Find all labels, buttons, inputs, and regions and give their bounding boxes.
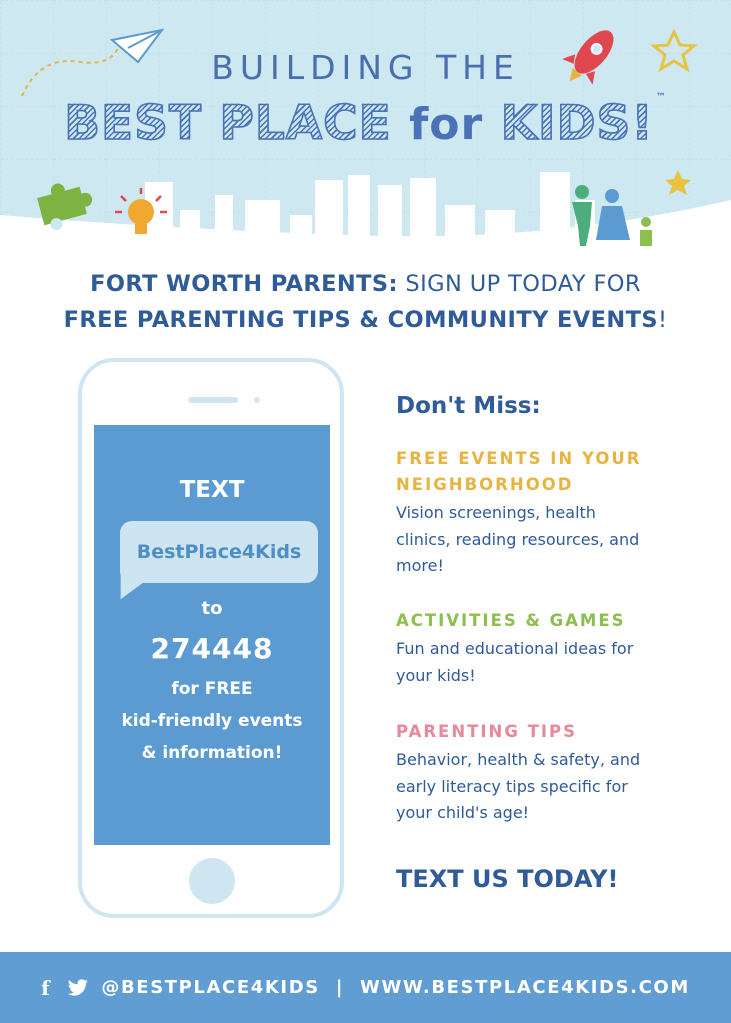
dont-miss-heading: Don't Miss: <box>396 393 541 419</box>
category-desc-activities: Fun and educational ideas for your kids! <box>396 639 634 685</box>
headline-rest-1: SIGN UP TODAY FOR <box>397 271 641 297</box>
category-title-free-events: FREE EVENTS IN YOUR NEIGHBORHOOD <box>396 449 642 494</box>
headline-line-1 <box>0 271 731 297</box>
twitter-icon[interactable] <box>67 979 89 997</box>
short-code-number: 274448 <box>150 632 274 665</box>
title-line-1: BUILDING THE <box>211 48 520 87</box>
category-title-parenting-tips: PARENTING TIPS <box>396 722 577 741</box>
call-to-action: TEXT US TODAY! <box>396 865 619 893</box>
headline-bold-2: FREE PARENTING TIPS & COMMUNITY EVENTS <box>63 307 658 333</box>
social-handle[interactable]: @BESTPLACE4KIDS <box>101 977 320 998</box>
phone-speaker <box>188 397 238 403</box>
category-title-activities: ACTIVITIES & GAMES <box>396 611 626 630</box>
info-line-1: for FREE <box>171 679 253 699</box>
facebook-icon[interactable]: f <box>41 975 52 1000</box>
title-best-place: BEST PLACE <box>64 96 392 151</box>
message-bubble <box>120 521 318 583</box>
headline-line-2 <box>0 307 731 333</box>
title-kids: KIDS! <box>500 96 654 151</box>
footer-bar <box>0 952 731 1023</box>
keyword-label: BestPlace4Kids <box>136 541 302 563</box>
info-line-2: kid-friendly events <box>121 711 303 731</box>
phone-illustration <box>78 358 344 918</box>
title-for: for <box>409 99 484 150</box>
headline-bold-1: FORT WORTH PARENTS: <box>90 271 398 297</box>
phone-camera <box>254 397 260 403</box>
footer-separator: | <box>335 977 344 998</box>
text-label: TEXT <box>179 477 245 503</box>
header-banner <box>0 0 731 262</box>
category-desc-free-events: Vision screenings, health clinics, reading resources, and more! <box>396 503 640 575</box>
trademark-symbol: ™ <box>655 92 667 103</box>
category-desc-parenting-tips: Behavior, health & safety, and early literacy tips specific for your child's age! <box>396 750 641 822</box>
phone-screen <box>94 425 330 845</box>
headline-rest-2: ! <box>657 307 668 333</box>
info-line-3: & information! <box>141 743 283 763</box>
title-line-2 <box>0 92 731 151</box>
to-label: to <box>201 598 223 619</box>
website-link[interactable]: WWW.BESTPLACE4KIDS.COM <box>360 977 690 998</box>
phone-home-button <box>189 858 235 904</box>
footer-row <box>0 952 731 1023</box>
